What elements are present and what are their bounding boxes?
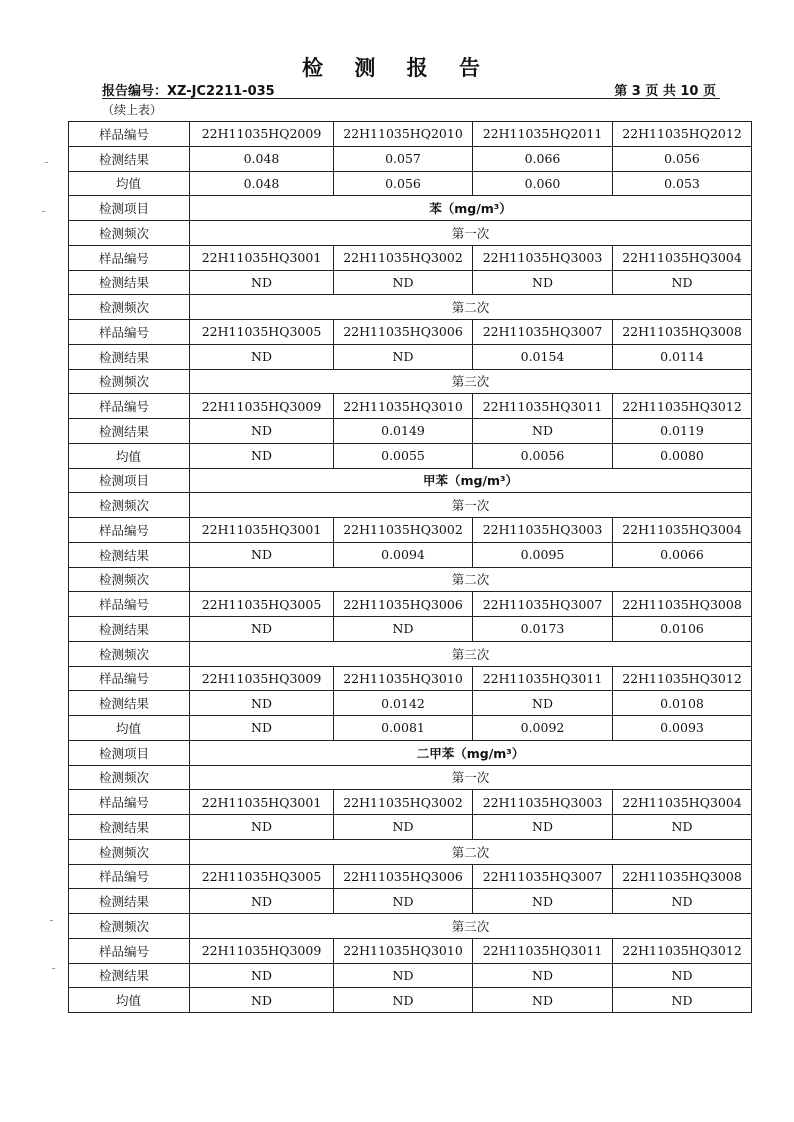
row-label: 检测频次 xyxy=(69,221,190,246)
table-row xyxy=(69,889,752,914)
row-label: 检测频次 xyxy=(69,493,190,518)
table-cell: ND xyxy=(190,617,334,642)
table-cell: 22H11035HQ3009 xyxy=(190,666,334,691)
table-cell: ND xyxy=(190,344,334,369)
table-row xyxy=(69,146,752,171)
table-cell: ND xyxy=(190,419,334,444)
row-label: 检测结果 xyxy=(69,542,190,567)
table-cell: ND xyxy=(473,270,613,295)
row-label: 检测结果 xyxy=(69,146,190,171)
row-label: 均值 xyxy=(69,988,190,1013)
table-row xyxy=(69,864,752,889)
average-row xyxy=(69,716,752,741)
row-label: 检测频次 xyxy=(69,839,190,864)
table-row xyxy=(69,666,752,691)
frequency-row xyxy=(69,493,752,518)
test-frequency: 第一次 xyxy=(190,765,752,790)
table-cell: ND xyxy=(190,889,334,914)
table-cell: 22H11035HQ3003 xyxy=(473,518,613,543)
row-label: 样品编号 xyxy=(69,790,190,815)
frequency-row xyxy=(69,914,752,939)
row-label: 检测项目 xyxy=(69,740,190,765)
row-label: 检测频次 xyxy=(69,765,190,790)
table-cell: ND xyxy=(190,542,334,567)
test-item-row xyxy=(69,740,752,765)
table-row xyxy=(69,245,752,270)
table-cell: 0.0094 xyxy=(334,542,473,567)
table-cell: ND xyxy=(613,270,752,295)
test-item-row xyxy=(69,196,752,221)
table-cell: 22H11035HQ3003 xyxy=(473,245,613,270)
table-cell: 0.0142 xyxy=(334,691,473,716)
scan-speck xyxy=(50,920,53,921)
test-frequency: 第三次 xyxy=(190,914,752,939)
test-frequency: 第三次 xyxy=(190,641,752,666)
table-cell: 22H11035HQ3006 xyxy=(334,592,473,617)
table-cell: 0.048 xyxy=(190,146,334,171)
table-cell: ND xyxy=(473,691,613,716)
report-number: 报告编号：XZ-JC2211-035 xyxy=(102,84,275,99)
row-label: 均值 xyxy=(69,716,190,741)
table-cell: 22H11035HQ3006 xyxy=(334,864,473,889)
table-cell: 22H11035HQ3008 xyxy=(613,320,752,345)
page-indicator: 第 3 页 共 10 页 xyxy=(614,84,716,99)
table-cell: 22H11035HQ3012 xyxy=(613,394,752,419)
table-cell: 0.057 xyxy=(334,146,473,171)
table-cell: 0.0114 xyxy=(613,344,752,369)
row-label: 检测频次 xyxy=(69,295,190,320)
table-cell: 0.0081 xyxy=(334,716,473,741)
row-label: 检测结果 xyxy=(69,617,190,642)
table-cell: 22H11035HQ3007 xyxy=(473,320,613,345)
frequency-row xyxy=(69,295,752,320)
average-row xyxy=(69,171,752,196)
table-cell: 0.0095 xyxy=(473,542,613,567)
table-cell: 0.056 xyxy=(613,146,752,171)
table-cell: 22H11035HQ3003 xyxy=(473,790,613,815)
table-cell: ND xyxy=(334,988,473,1013)
frequency-row xyxy=(69,221,752,246)
frequency-row xyxy=(69,839,752,864)
table-cell: ND xyxy=(473,963,613,988)
test-frequency: 第一次 xyxy=(190,493,752,518)
table-cell: 0.0173 xyxy=(473,617,613,642)
table-cell: ND xyxy=(190,963,334,988)
row-label: 检测频次 xyxy=(69,567,190,592)
table-cell: 22H11035HQ2011 xyxy=(473,122,613,147)
row-label: 样品编号 xyxy=(69,394,190,419)
table-row xyxy=(69,790,752,815)
table-cell: 22H11035HQ3004 xyxy=(613,518,752,543)
table-cell: ND xyxy=(613,963,752,988)
table-cell: 0.0149 xyxy=(334,419,473,444)
average-row xyxy=(69,988,752,1013)
continued-note: （续上表） xyxy=(102,103,163,117)
table-cell: 22H11035HQ3007 xyxy=(473,864,613,889)
table-cell: 22H11035HQ2012 xyxy=(613,122,752,147)
header-rule xyxy=(102,98,720,99)
table-cell: 0.0154 xyxy=(473,344,613,369)
average-row xyxy=(69,443,752,468)
table-cell: 22H11035HQ3002 xyxy=(334,518,473,543)
row-label: 检测结果 xyxy=(69,691,190,716)
table-cell: 22H11035HQ3004 xyxy=(613,790,752,815)
table-cell: 0.053 xyxy=(613,171,752,196)
row-label: 样品编号 xyxy=(69,938,190,963)
table-cell: 22H11035HQ3002 xyxy=(334,245,473,270)
test-frequency: 第二次 xyxy=(190,839,752,864)
table-cell: 22H11035HQ3009 xyxy=(190,938,334,963)
table-cell: ND xyxy=(190,691,334,716)
table-cell: 22H11035HQ3002 xyxy=(334,790,473,815)
table-cell: 0.060 xyxy=(473,171,613,196)
results-table-body xyxy=(69,122,752,1013)
table-row xyxy=(69,617,752,642)
table-row xyxy=(69,691,752,716)
table-cell: 22H11035HQ3006 xyxy=(334,320,473,345)
row-label: 均值 xyxy=(69,443,190,468)
results-table xyxy=(68,121,752,1013)
table-row xyxy=(69,344,752,369)
table-cell: 22H11035HQ3011 xyxy=(473,666,613,691)
table-row xyxy=(69,122,752,147)
test-item-name: 二甲苯（mg/m³） xyxy=(190,740,752,765)
table-cell: ND xyxy=(334,815,473,840)
scan-speck xyxy=(52,968,55,969)
table-cell: ND xyxy=(613,889,752,914)
table-cell: ND xyxy=(613,988,752,1013)
table-cell: ND xyxy=(190,988,334,1013)
table-cell: ND xyxy=(190,815,334,840)
row-label: 样品编号 xyxy=(69,122,190,147)
table-cell: 0.0092 xyxy=(473,716,613,741)
table-cell: 0.0119 xyxy=(613,419,752,444)
test-frequency: 第二次 xyxy=(190,567,752,592)
table-cell: 22H11035HQ3001 xyxy=(190,518,334,543)
table-cell: 22H11035HQ3008 xyxy=(613,592,752,617)
table-row xyxy=(69,963,752,988)
table-cell: 22H11035HQ3008 xyxy=(613,864,752,889)
frequency-row xyxy=(69,567,752,592)
table-cell: 22H11035HQ3001 xyxy=(190,245,334,270)
test-frequency: 第一次 xyxy=(190,221,752,246)
table-cell: 0.0055 xyxy=(334,443,473,468)
row-label: 样品编号 xyxy=(69,864,190,889)
table-row xyxy=(69,394,752,419)
table-cell: 0.056 xyxy=(334,171,473,196)
table-cell: 22H11035HQ3011 xyxy=(473,938,613,963)
table-cell: 0.048 xyxy=(190,171,334,196)
row-label: 检测项目 xyxy=(69,196,190,221)
table-row xyxy=(69,419,752,444)
table-cell: ND xyxy=(190,716,334,741)
table-cell: 22H11035HQ3005 xyxy=(190,320,334,345)
table-cell: ND xyxy=(334,963,473,988)
frequency-row xyxy=(69,369,752,394)
scan-speck xyxy=(42,211,45,212)
row-label: 检测项目 xyxy=(69,468,190,493)
table-cell: 22H11035HQ3005 xyxy=(190,592,334,617)
table-cell: 0.0106 xyxy=(613,617,752,642)
table-row xyxy=(69,542,752,567)
table-cell: 22H11035HQ3005 xyxy=(190,864,334,889)
row-label: 检测结果 xyxy=(69,419,190,444)
table-cell: ND xyxy=(334,617,473,642)
table-cell: ND xyxy=(473,815,613,840)
table-cell: 22H11035HQ3009 xyxy=(190,394,334,419)
row-label: 检测结果 xyxy=(69,889,190,914)
table-cell: ND xyxy=(334,889,473,914)
row-label: 检测结果 xyxy=(69,270,190,295)
table-cell: 22H11035HQ3011 xyxy=(473,394,613,419)
row-label: 样品编号 xyxy=(69,666,190,691)
table-cell: 22H11035HQ3010 xyxy=(334,938,473,963)
table-cell: ND xyxy=(190,443,334,468)
table-cell: 22H11035HQ3001 xyxy=(190,790,334,815)
table-cell: 22H11035HQ2010 xyxy=(334,122,473,147)
table-cell: 22H11035HQ3012 xyxy=(613,938,752,963)
table-cell: ND xyxy=(190,270,334,295)
frequency-row xyxy=(69,641,752,666)
row-label: 检测频次 xyxy=(69,369,190,394)
table-cell: ND xyxy=(473,988,613,1013)
test-item-row xyxy=(69,468,752,493)
report-title: 检 测 报 告 xyxy=(302,56,492,80)
table-cell: 0.0093 xyxy=(613,716,752,741)
row-label: 检测频次 xyxy=(69,914,190,939)
table-cell: 22H11035HQ3007 xyxy=(473,592,613,617)
table-cell: 22H11035HQ3010 xyxy=(334,394,473,419)
table-cell: ND xyxy=(473,419,613,444)
table-cell: 22H11035HQ3004 xyxy=(613,245,752,270)
test-item-name: 甲苯（mg/m³） xyxy=(190,468,752,493)
row-label: 样品编号 xyxy=(69,518,190,543)
row-label: 检测频次 xyxy=(69,641,190,666)
row-label: 检测结果 xyxy=(69,963,190,988)
row-label: 检测结果 xyxy=(69,344,190,369)
row-label: 样品编号 xyxy=(69,592,190,617)
test-frequency: 第二次 xyxy=(190,295,752,320)
table-cell: 0.0108 xyxy=(613,691,752,716)
table-row xyxy=(69,815,752,840)
row-label: 样品编号 xyxy=(69,320,190,345)
table-row xyxy=(69,518,752,543)
table-cell: ND xyxy=(613,815,752,840)
frequency-row xyxy=(69,765,752,790)
table-cell: 22H11035HQ2009 xyxy=(190,122,334,147)
table-cell: 0.0056 xyxy=(473,443,613,468)
table-cell: ND xyxy=(334,270,473,295)
scan-speck xyxy=(45,162,48,163)
table-cell: 0.0080 xyxy=(613,443,752,468)
table-cell: 0.0066 xyxy=(613,542,752,567)
table-cell: 22H11035HQ3010 xyxy=(334,666,473,691)
table-row xyxy=(69,938,752,963)
table-row xyxy=(69,270,752,295)
test-item-name: 苯（mg/m³） xyxy=(190,196,752,221)
row-label: 检测结果 xyxy=(69,815,190,840)
table-row xyxy=(69,320,752,345)
table-cell: 0.066 xyxy=(473,146,613,171)
test-frequency: 第三次 xyxy=(190,369,752,394)
row-label: 样品编号 xyxy=(69,245,190,270)
table-cell: 22H11035HQ3012 xyxy=(613,666,752,691)
row-label: 均值 xyxy=(69,171,190,196)
table-cell: ND xyxy=(473,889,613,914)
table-row xyxy=(69,592,752,617)
table-cell: ND xyxy=(334,344,473,369)
